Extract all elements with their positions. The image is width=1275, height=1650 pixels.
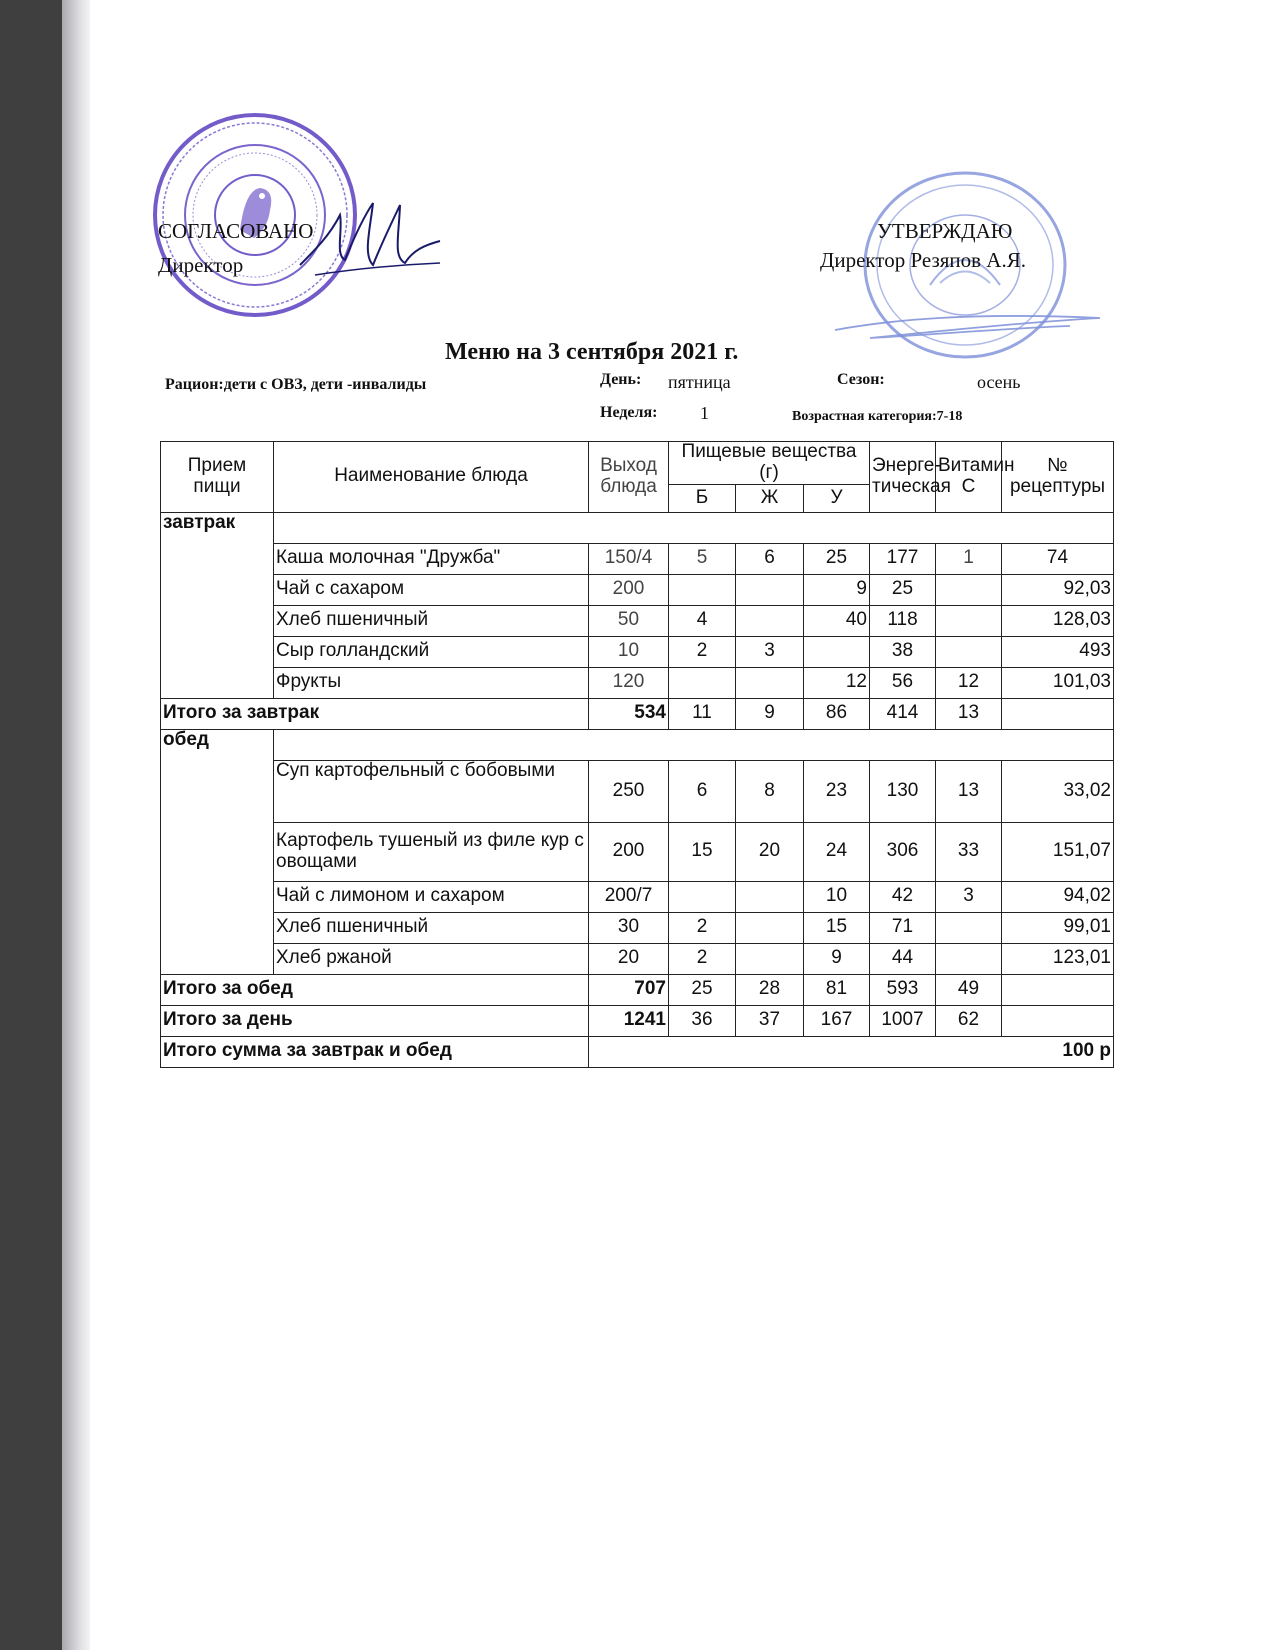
meal-breakfast: завтрак bbox=[161, 512, 274, 698]
page-title: Меню на 3 сентября 2021 г. bbox=[445, 339, 739, 365]
meal-lunch: обед bbox=[161, 729, 274, 974]
table-row: Картофель тушеный из филе кур с овощами 200 15 20 24 306 33 151,07 bbox=[161, 822, 1114, 881]
agreed-role: Директор bbox=[158, 253, 244, 277]
lunch-total-row: Итого за обед 707 25 28 81 593 49 bbox=[161, 974, 1114, 1005]
approved-label: УТВЕРЖДАЮ bbox=[877, 219, 1013, 243]
col-nutrients: Пищевые вещества (г) bbox=[669, 442, 870, 485]
table-row: Чай с сахаром 200 9 25 92,03 bbox=[161, 574, 1114, 605]
col-carbs: У bbox=[804, 484, 870, 512]
signature-right bbox=[830, 300, 1110, 350]
col-dish: Наименование блюда bbox=[274, 442, 589, 513]
table-row: Суп картофельный с бобовыми 250 6 8 23 130 13 33,02 bbox=[161, 760, 1114, 822]
week-label: Неделя: bbox=[600, 404, 658, 421]
scan-edge-shadow bbox=[62, 0, 90, 1650]
approved-role: Директор Резяпов А.Я. bbox=[820, 248, 1026, 272]
table-row: Хлеб пшеничный 30 2 15 71 99,01 bbox=[161, 912, 1114, 943]
season-value: осень bbox=[977, 372, 1021, 392]
col-meal: Прием пищи bbox=[161, 442, 274, 513]
agreed-label: СОГЛАСОВАНО bbox=[158, 219, 314, 243]
sum-total-row: Итого сумма за завтрак и обед 100 р bbox=[161, 1036, 1114, 1067]
table-row: Хлеб пшеничный 50 4 40 118 128,03 bbox=[161, 605, 1114, 636]
col-vitamin: Витамин С bbox=[936, 442, 1002, 513]
week-value: 1 bbox=[700, 403, 709, 423]
header-row-1 bbox=[161, 442, 1114, 485]
day-total-row: Итого за день 1241 36 37 167 1007 62 bbox=[161, 1005, 1114, 1036]
age-category: Возрастная категория:7-18 bbox=[792, 409, 963, 424]
signature-left bbox=[295, 195, 445, 285]
col-fat: Ж bbox=[736, 484, 804, 512]
col-energy: Энерге-тическая bbox=[870, 442, 936, 513]
table-row: Каша молочная "Дружба" 150/4 5 6 25 177 1 74 bbox=[161, 543, 1114, 574]
lunch-section-row bbox=[161, 729, 1114, 760]
table-row: Сыр голландский 10 2 3 38 493 bbox=[161, 636, 1114, 667]
table-row: Хлеб ржаной 20 2 9 44 123,01 bbox=[161, 943, 1114, 974]
scan-edge-dark bbox=[0, 0, 62, 1650]
table-row: Фрукты 120 12 56 12 101,03 bbox=[161, 667, 1114, 698]
day-label: День: bbox=[600, 371, 642, 388]
table-row: Чай с лимоном и сахаром 200/7 10 42 3 94,02 bbox=[161, 881, 1114, 912]
col-yield: Выход блюда bbox=[589, 442, 669, 513]
diet-label: Рацион:дети с ОВЗ, дети -инвалиды bbox=[165, 376, 427, 393]
col-protein: Б bbox=[669, 484, 736, 512]
breakfast-total-row: Итого за завтрак 534 11 9 86 414 13 bbox=[161, 698, 1114, 729]
day-value: пятница bbox=[668, 372, 731, 392]
season-label: Сезон: bbox=[837, 371, 885, 388]
menu-table bbox=[160, 441, 1114, 1068]
breakfast-section-row bbox=[161, 512, 1114, 543]
col-recipe: № рецептуры bbox=[1002, 442, 1114, 513]
